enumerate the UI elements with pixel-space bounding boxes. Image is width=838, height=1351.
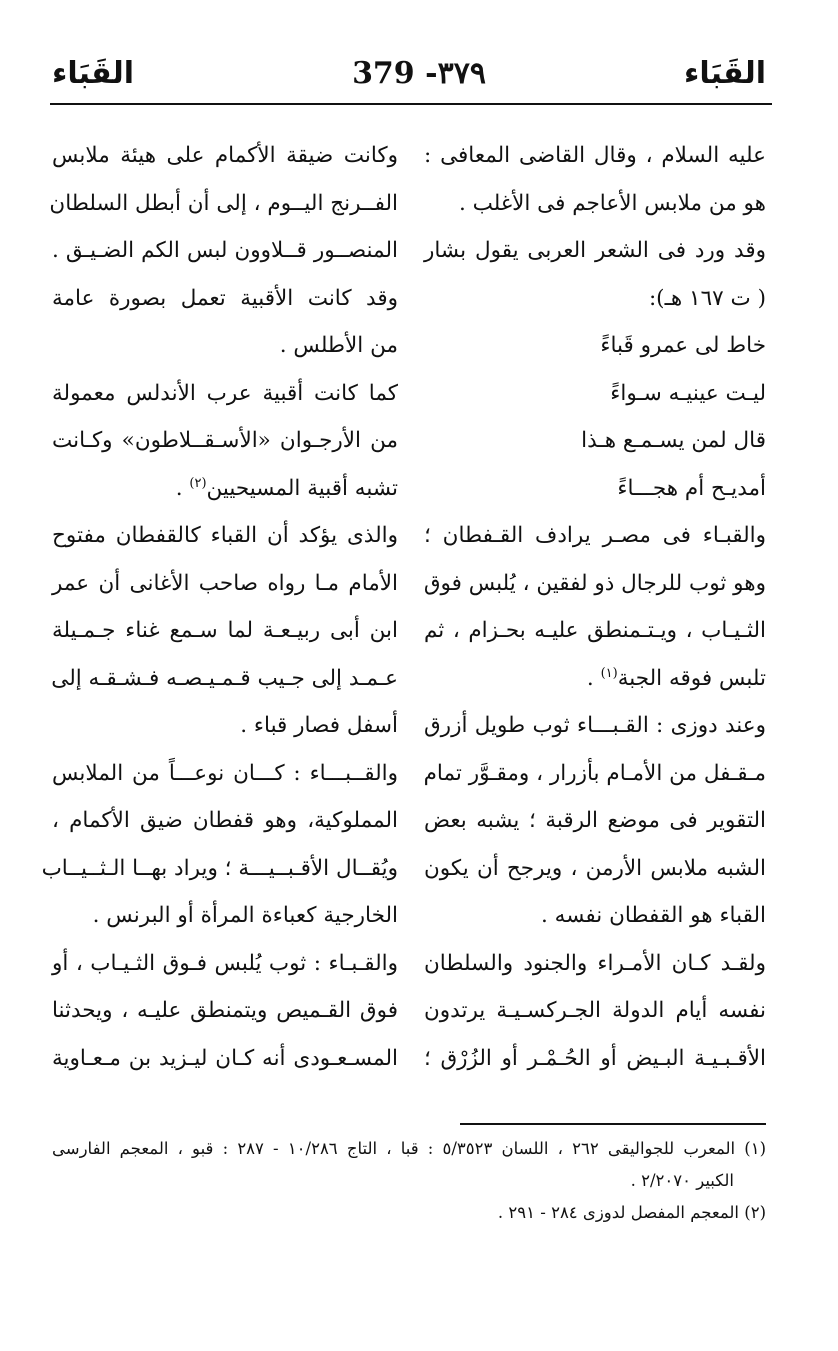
text-line: المنصــور قــلاوون لبس الكم الضـيـق . bbox=[52, 238, 398, 263]
text-line: المملوكية، وهو قفطان ضيق الأكمام ، bbox=[52, 808, 398, 833]
footnote-ref-1: (١) bbox=[600, 665, 618, 681]
text-line: والقبـاء فى مصـر يرادف القـفطان ؛ bbox=[424, 523, 766, 548]
text-segment: تلبس فوقه الجبة bbox=[617, 665, 766, 691]
right-text-column bbox=[424, 132, 766, 1082]
text-line: ويُقــال الأقـبــيـــة ؛ ويراد بهــا الـثــيــاب bbox=[41, 855, 398, 881]
text-line: والقــبـــاء : كـــان نوعـــاً من الملابس bbox=[52, 760, 398, 786]
text-line: والقـبـاء : ثوب يُلبس فـوق الثـيـاب ، أو bbox=[52, 950, 398, 976]
text-line: مـقـفل من الأمـام بأزرار ، ومقـوَّر تمام bbox=[423, 760, 766, 786]
text-line: نفسه أيام الدولة الجـركسـيـة يرتدون bbox=[424, 998, 766, 1023]
text-line: المسـعـودى أنه كـان ليـزيد بن مـعـاوية bbox=[52, 1045, 398, 1071]
running-title-right: القَبَاء bbox=[684, 56, 766, 91]
footnote-ref-2: (٢) bbox=[189, 475, 207, 491]
text-line: وعند دوزى : القـبـــاء ثوب طويل أزرق bbox=[424, 713, 766, 738]
text-line: كما كانت أقبية عرب الأندلس معمولة bbox=[52, 380, 398, 406]
footnote-2: (٢) المعجم المفصل لدوزى ٢٨٤ - ٢٩١ . bbox=[497, 1203, 766, 1222]
text-line: من الأطلس . bbox=[279, 333, 398, 358]
text-line: الفــرنج اليــوم ، إلى أن أبطل السلطان bbox=[49, 190, 398, 216]
text-line: الثـيـاب ، ويـتـمنطق عليـه بحـزام ، ثم bbox=[424, 618, 766, 643]
text-line: ولقـد كـان الأمـراء والجنود والسلطان bbox=[424, 950, 766, 976]
text-line: هو من ملابس الأعاجم فى الأغلب . bbox=[458, 190, 766, 216]
header-rule bbox=[50, 103, 772, 105]
text-line: الأقـبـيـة البـيض أو الحُـمْـر أو الزُرْق ؛ bbox=[424, 1045, 766, 1071]
running-head bbox=[0, 52, 838, 102]
text-line: وقد ورد فى الشعر العربى يقول بشار bbox=[424, 238, 766, 263]
left-text-column bbox=[41, 132, 398, 1082]
text-line: فوق القـميص ويتمنطق عليـه ، ويحدثنا bbox=[52, 998, 398, 1023]
text-line: أسفل فصار قباء . bbox=[240, 713, 398, 738]
text-line: والذى يؤكد أن القباء كالقفطان مفتوح bbox=[52, 523, 398, 548]
text-line: ابن أبى ربيـعـة لما سـمع غناء جـمـيلة bbox=[52, 618, 398, 643]
text-segment: . bbox=[175, 475, 183, 501]
text-line: عليه السلام ، وقال القاضى المعافى : bbox=[424, 143, 766, 168]
footnote-rule bbox=[460, 1123, 766, 1125]
text-segment: . bbox=[586, 665, 594, 691]
footnote-1-continued: الكبير ٢/٢٠٧٠ . bbox=[630, 1171, 734, 1190]
verse-line: قال لمن يسـمـع هـذا bbox=[581, 428, 766, 453]
footnote-1: (١) المعرب للجواليقى ٢٦٢ ، اللسان ٥/٣٥٢٣ : قبا ، التاج ١٠/٢٨٦ - ٢٨٧ : قبو ، المعجم الفارسى bbox=[52, 1139, 766, 1158]
text-line: الخارجية كعباءة المرأة أو البرنس . bbox=[92, 903, 398, 928]
text-line: الشبه ملابس الأرمن ، ويرجح أن يكون bbox=[424, 855, 766, 881]
text-line: القباء هو القفطان نفسه . bbox=[541, 903, 766, 928]
verse-line: خاط لى عمرو قَباءً bbox=[600, 333, 766, 358]
text-line-with-note bbox=[424, 655, 766, 703]
text-line-with-note bbox=[52, 465, 398, 513]
verse-line: أمديـح أم هجـــاءً bbox=[617, 475, 766, 501]
text-line: وهو ثوب للرجال ذو لفقين ، يُلبس فوق bbox=[423, 570, 766, 596]
text-line: الأمام مـا رواه صاحب الأغانى أن عمر bbox=[52, 570, 398, 596]
text-segment: تشبه أقبية المسيحيين bbox=[206, 475, 398, 501]
footnotes bbox=[52, 1133, 766, 1229]
text-line: وقد كانت الأقبية تعمل بصورة عامة bbox=[52, 285, 398, 311]
running-title-left: القَبَاء bbox=[52, 56, 134, 91]
text-line: التقوير فى موضع الرقبة ؛ يشبه بعض bbox=[424, 808, 766, 833]
text-line: ( ت ١٦٧ هـ): bbox=[648, 285, 766, 311]
text-line: وكانت ضيقة الأكمام على هيئة ملابس bbox=[52, 143, 398, 168]
text-line: من الأرجـوان «الأسـقــلاطون» وكـانت bbox=[52, 428, 398, 453]
text-line: عـمـد إلى جـيب قـمـيـصـه فـشـقـه إلى bbox=[51, 665, 398, 691]
verse-line: ليـت عينيـه سـواءً bbox=[610, 380, 766, 406]
page-number: 379 -٣٧٩ bbox=[352, 56, 486, 91]
